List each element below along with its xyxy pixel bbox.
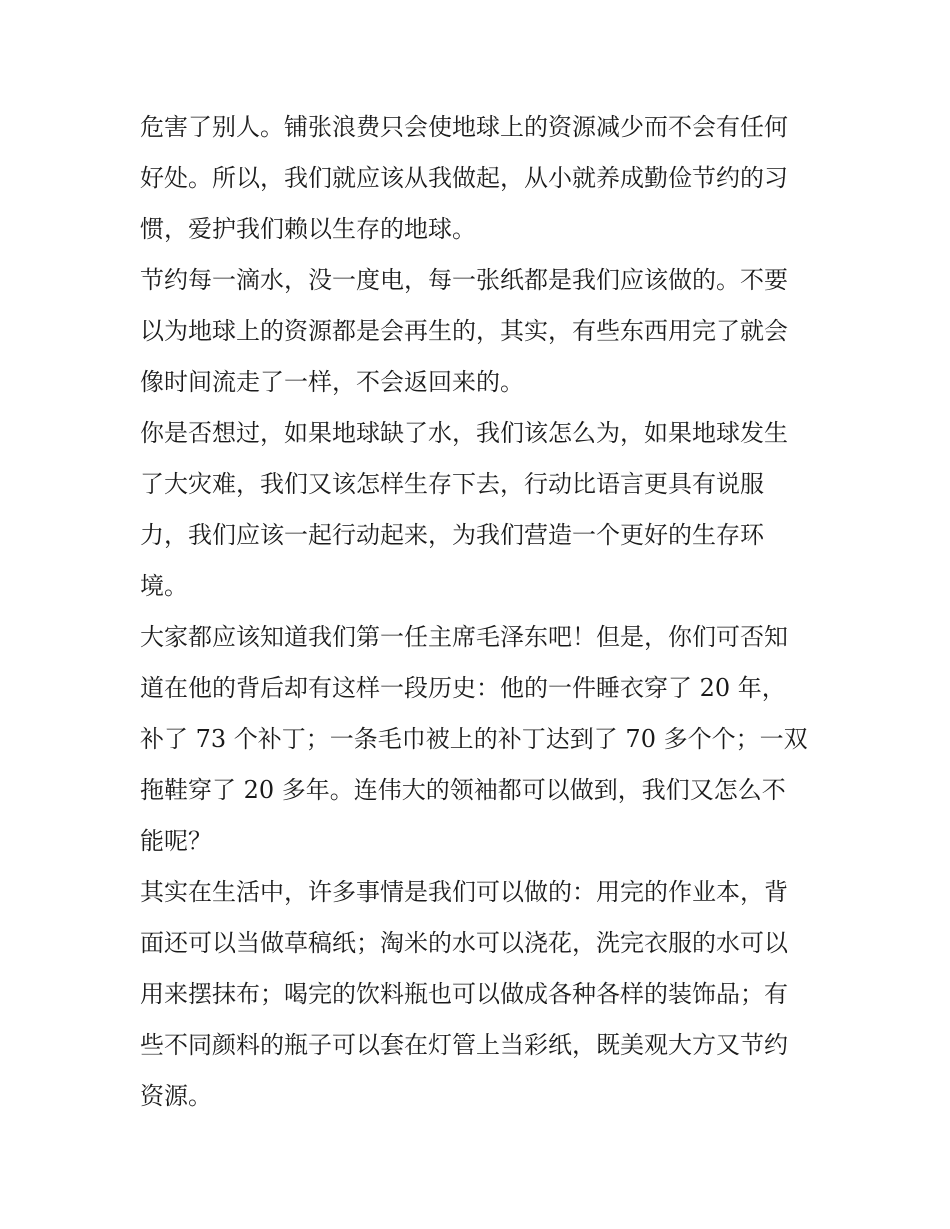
paragraph-2: [140, 255, 815, 408]
text-line: 其实在生活中，许多事情是我们可以做的：用完的作业本，背: [140, 878, 788, 906]
paragraph-5: [140, 867, 815, 1122]
text-line: 些不同颜料的瓶子可以套在灯管上当彩纸，既美观大方又节约: [140, 1031, 788, 1059]
text-line: 补了 73 个补丁；一条毛巾被上的补丁达到了 70 多个个；一双: [140, 725, 808, 753]
text-line: 了大灾难，我们又该怎样生存下去，行动比语言更具有说服: [140, 470, 764, 498]
text-line: 大家都应该知道我们第一任主席毛泽东吧！但是，你们可否知: [140, 623, 788, 651]
text-line: 惯，爱护我们赖以生存的地球。: [140, 215, 476, 243]
text-line: 节约每一滴水，没一度电，每一张纸都是我们应该做的。不要: [140, 266, 788, 294]
text-line: 资源。: [140, 1082, 212, 1110]
text-line: 像时间流走了一样，不会返回来的。: [140, 368, 524, 396]
text-line: 境。: [140, 572, 188, 600]
document-body: [140, 102, 815, 1122]
text-line: 面还可以当做草稿纸；淘米的水可以浇花，洗完衣服的水可以: [140, 929, 788, 957]
text-line: 能呢？: [140, 827, 212, 855]
paragraph-3: [140, 408, 815, 612]
paragraph-4: [140, 612, 815, 867]
paragraph-1: [140, 102, 815, 255]
text-line: 拖鞋穿了 20 多年。连伟大的领袖都可以做到，我们又怎么不: [140, 776, 786, 804]
text-line: 危害了别人。铺张浪费只会使地球上的资源减少而不会有任何: [140, 113, 788, 141]
text-line: 用来摆抹布；喝完的饮料瓶也可以做成各种各样的装饰品；有: [140, 980, 788, 1008]
text-line: 以为地球上的资源都是会再生的，其实，有些东西用完了就会: [140, 317, 788, 345]
text-line: 道在他的背后却有这样一段历史：他的一件睡衣穿了 20 年，: [140, 674, 786, 702]
text-line: 力，我们应该一起行动起来，为我们营造一个更好的生存环: [140, 521, 764, 549]
text-line: 你是否想过，如果地球缺了水，我们该怎么为，如果地球发生: [140, 419, 788, 447]
text-line: 好处。所以，我们就应该从我做起，从小就养成勤俭节约的习: [140, 164, 788, 192]
